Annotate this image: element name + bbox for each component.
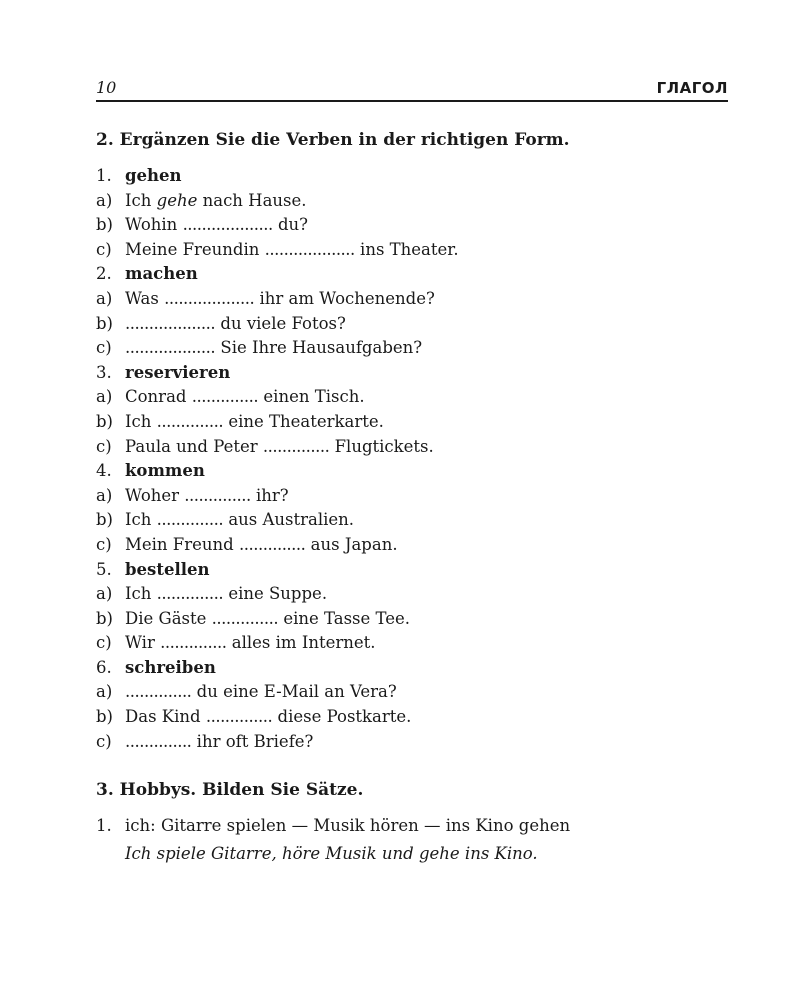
exercise-item (96, 533, 736, 558)
item-letter: a) (96, 682, 113, 702)
exercise-item (96, 336, 736, 361)
verb-group (96, 558, 736, 656)
exercise-item (96, 812, 736, 840)
exercise-item (96, 484, 736, 509)
item-sentence (125, 238, 459, 263)
exercise-item (96, 508, 736, 533)
sentence-part: du eine E-Mail an Vera? (191, 682, 397, 702)
sentence-part: Woher (125, 485, 185, 505)
item-sentence (125, 189, 307, 214)
answer-blank: ................... (164, 288, 255, 308)
verb-heading (96, 459, 736, 484)
verb-infinitive: gehen (125, 166, 182, 185)
verb-number: 6. (96, 657, 112, 677)
exercise-item (96, 385, 736, 410)
answer-blank: .............. (184, 485, 251, 505)
verb-infinitive: reservieren (125, 362, 231, 382)
page-content (96, 126, 736, 868)
answer-blank: ................... (125, 313, 216, 333)
answer-blank: .............. (125, 731, 192, 751)
item-letter: b) (96, 215, 113, 235)
item-letter: c) (96, 338, 112, 358)
item-letter: b) (96, 707, 113, 727)
running-head: ГЛАГОЛ (656, 79, 728, 97)
task-2-exercise (96, 164, 736, 754)
example-answer: Ich spiele Gitarre, höre Musik und gehe ins Kino. (125, 844, 538, 864)
answer-blank: .............. (211, 608, 279, 628)
verb-number: 5. (96, 559, 112, 579)
item-sentence (125, 631, 376, 656)
verb-number: 1. (96, 166, 112, 185)
item-sentence (125, 607, 410, 632)
item-number: 1. (96, 816, 112, 836)
item-sentence (125, 312, 346, 337)
sentence-part: eine Tasse Tee. (278, 608, 411, 628)
exercise-item (96, 238, 736, 263)
answer-blank: .............. (205, 707, 273, 727)
item-letter: a) (96, 485, 113, 505)
sentence-part: Ich (125, 584, 157, 604)
exercise-item (96, 410, 736, 435)
verb-number: 4. (96, 461, 112, 481)
item-letter: a) (96, 190, 113, 210)
sentence-part: Was (125, 288, 165, 308)
item-sentence (125, 730, 313, 755)
sentence-part: Meine Freundin (125, 239, 265, 259)
item-letter: a) (96, 387, 113, 407)
task-3-exercise (96, 812, 736, 868)
sentence-part: eine Suppe. (223, 584, 328, 604)
verb-number: 2. (96, 264, 112, 284)
verb-group (96, 459, 736, 557)
answer-blank: .............. (262, 436, 330, 456)
sentence-part: Conrad (125, 387, 192, 407)
answer-blank: .............. (156, 411, 224, 431)
exercise-item (96, 680, 736, 705)
sentence-part: nach Hause. (197, 190, 307, 210)
answer-blank: .............. (160, 633, 227, 653)
sentence-part: ihr? (250, 485, 289, 505)
verb-group (96, 656, 736, 754)
verb-heading (96, 558, 736, 583)
sentence-part: ins Theater. (354, 239, 459, 259)
sentence-part: Paula und Peter (125, 436, 263, 456)
item-letter: b) (96, 608, 113, 628)
verb-infinitive: machen (125, 264, 198, 284)
item-letter: b) (96, 411, 113, 431)
sentence-part: Ich (125, 510, 157, 530)
item-letter: c) (96, 436, 112, 456)
exercise-item (96, 435, 736, 460)
sentence-part: einen Tisch. (258, 387, 365, 407)
answer-blank: ................... (125, 338, 216, 358)
exercise-item (96, 705, 736, 730)
exercise-item (96, 189, 736, 214)
sentence-part: diese Postkarte. (272, 707, 412, 727)
page-number: 10 (96, 78, 117, 97)
verb-heading (96, 656, 736, 681)
sentence-part: Ich (125, 411, 157, 431)
verb-group (96, 361, 736, 459)
sentence-part: Wohin (125, 215, 183, 235)
page-header (96, 78, 728, 102)
item-sentence (125, 385, 365, 410)
task-3-title: 3. Hobbys. Bilden Sie Sätze. (96, 780, 364, 801)
item-sentence (125, 435, 434, 460)
sentence-part: Flugtickets. (329, 436, 434, 456)
sentence-part: Mein Freund (125, 534, 239, 554)
sentence-part: Die Gäste (125, 608, 212, 628)
sentence-part: ihr am Wochenende? (254, 288, 435, 308)
item-sentence (125, 336, 422, 361)
sentence-part: du viele Fotos? (215, 313, 346, 333)
sentence-part: eine Theaterkarte. (223, 411, 384, 431)
item-letter: c) (96, 239, 112, 259)
item-sentence (125, 410, 384, 435)
sentence-part: du? (272, 215, 308, 235)
exercise-item (96, 607, 736, 632)
answer-blank: ................... (182, 215, 273, 235)
answer-blank: ................... (264, 239, 355, 259)
item-sentence (125, 287, 435, 312)
verb-number: 3. (96, 362, 112, 382)
answer-blank: .............. (238, 534, 306, 554)
item-letter: c) (96, 633, 112, 653)
example-answer: gehe (156, 190, 198, 210)
item-letter: b) (96, 313, 113, 333)
item-sentence (125, 213, 308, 238)
item-letter: a) (96, 288, 113, 308)
verb-infinitive: bestellen (125, 559, 210, 579)
exercise-item (96, 213, 736, 238)
task-2-title: 2. Ergänzen Sie die Verben in der richtigen Form. (96, 130, 570, 150)
exercise-item (96, 730, 736, 755)
answer-blank: .............. (156, 510, 224, 530)
item-sentence (125, 582, 327, 607)
verb-heading (96, 164, 736, 189)
item-letter: b) (96, 510, 113, 530)
answer-blank: .............. (125, 682, 192, 702)
item-sentence (125, 705, 411, 730)
sentence-part: ihr oft Briefe? (191, 731, 314, 751)
sentence-part: Ich (125, 190, 157, 210)
item-prompt: ich: Gitarre spielen — Musik hören — ins Kino gehen (125, 816, 571, 836)
item-sentence (125, 508, 354, 533)
item-sentence (125, 680, 397, 705)
item-sentence (125, 533, 398, 558)
exercise-item (96, 631, 736, 656)
answer-blank: .............. (191, 387, 259, 407)
sentence-part: Das Kind (125, 707, 206, 727)
exercise-item (96, 582, 736, 607)
sentence-part: aus Australien. (223, 510, 355, 530)
item-sentence (125, 484, 289, 509)
sentence-part: alles im Internet. (226, 633, 376, 653)
verb-infinitive: schreiben (125, 657, 216, 677)
verb-group (96, 262, 736, 360)
verb-infinitive: kommen (125, 461, 205, 481)
item-letter: a) (96, 584, 113, 604)
item-letter: c) (96, 731, 112, 751)
sentence-part: Wir (125, 633, 161, 653)
item-letter: c) (96, 534, 112, 554)
exercise-item (96, 312, 736, 337)
verb-heading (96, 361, 736, 386)
sentence-part: Sie Ihre Hausaufgaben? (215, 338, 423, 358)
verb-group (96, 164, 736, 262)
verb-heading (96, 262, 736, 287)
exercise-item (96, 287, 736, 312)
answer-blank: .............. (156, 584, 224, 604)
sentence-part: aus Japan. (305, 534, 398, 554)
